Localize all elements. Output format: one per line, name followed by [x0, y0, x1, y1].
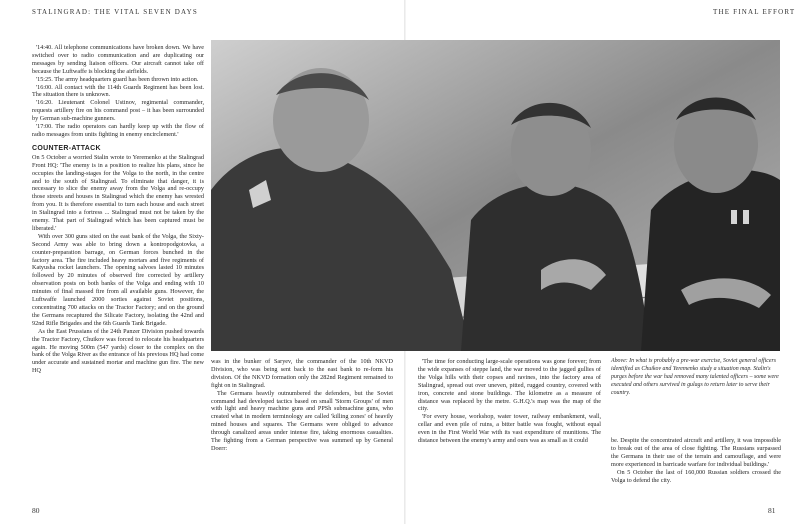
running-head-right: THE FINAL EFFORT — [713, 8, 796, 16]
body-paragraph: The Germans heavily outnumbered the defenders, but the Soviet command had developed tactics based on small 'Storm Groups' of men with light and heavy machine guns and PPSh submachine guns, who created what in modern terminology are called 'killing zones' of heavily mined houses and squares. The Germans were obliged to advance through canalized areas under intense fire, taking enormous casualties. The fighting from a German perspective was summed up by General Doerr: — [211, 389, 393, 452]
log-entry-1440: '14:40. All telephone communications have broken down. We have switched over to radio communication and are duplicating our messages by sending liaison officers. Our aircraft cannot take off because the Luftwaffe is blocking the airfields. — [32, 44, 204, 75]
body-paragraph: On 5 October the last of 160,000 Russian soldiers crossed the Volga to defend the city. — [611, 468, 781, 484]
page-number-left: 80 — [32, 506, 40, 515]
section-subhead: COUNTER-ATTACK — [32, 144, 101, 152]
doerr-quote-paragraph: 'For every house, workshop, water tower, railway embankment, wall, cellar and even pile of ruins, a bitter battle was fought, without equal even in the First World War with its vast expenditure of munitions. The distance between the enemy's army and ours was as small as it could — [418, 413, 601, 445]
log-entry-1700: '17:00. The radio operators can hardly keep up with the flow of radio messages from units fighting in enemy encirclement.' — [32, 123, 204, 138]
page-number-right: 81 — [768, 506, 776, 515]
log-entry-1525: '15:25. The army headquarters guard has been thrown into action. — [36, 75, 199, 83]
body-paragraph: With over 300 guns sited on the east bank of the Volga, the Sixty-Second Army was able to bring down a kontropodgotovka, a counter-preparation barrage, on German forces bunched in the factory area. The fire included heavy mortars and five regiments of Katyusha rocket launchers. The opening salvoes lasted 10 minutes followed by 20 minutes of observed fire corrected by artillery observation posts on both banks of the Volga and ending with 10 minutes of final massed fire from all available guns. However, the Luftwaffe launched 2000 sorties against Soviet positions, concentrating 700 attacks on the Tractor Factory; and on the ground the Germans recaptured the Silicate Factory, isolating the 42nd and 92nd Rifle Brigades and the 6th Guards Tank Brigade. — [32, 232, 204, 327]
photo-caption: Above: In what is probably a pre-war exercise, Soviet general officers identified as Chuikov and Yeremenko study a situation map. Stalin's purges before the war had removed many talented officers – some were executed and others survived in gulags to return later to serve their country. — [611, 358, 779, 396]
log-entry-1600: '16:00. All contact with the 114th Guards Regiment has been lost. The situation there is unknown. — [32, 83, 204, 99]
doerr-quote-paragraph: 'The time for conducting large-scale operations was gone forever; from the wide expanses of steppe land, the war moved to the jagged gullies of the Volga hills with their copses and ravines, into the factory area of Stalingrad, spread out over uneven, pitted, rugged country, covered with iron, concrete and stone buildings. The kilometre as a measure of distance was replaced by the metre. G.H.Q.'s map was the map of the city. — [418, 358, 601, 413]
body-paragraph: was in the bunker of Saryev, the commander of the 10th NKVD Division, who was being sent back to the east bank to re-form his division. Of the NKVD formation only the 282nd Regiment remained to fight on in Stalingrad. — [211, 358, 393, 389]
photo-illustration — [211, 40, 780, 351]
log-entry-1620: '16:20. Lieutenant Colonel Ustinov, regimental commander, requests artillery fire on his command post – it has been surrounded by German sub-machine gunners. — [32, 99, 204, 123]
body-paragraph: As the East Prussians of the 24th Panzer Division pushed towards the Tractor Factory, Chuikov was forced to relocate his headquarters again. He moving 500m (547 yards) closer to the complex on the bank of the Volga River as the entrance of his previous HQ had come under accurate and sustained mortar and machine gun fire. The new HQ — [32, 327, 204, 375]
right-text-column — [418, 358, 601, 445]
body-paragraph: be. Despite the concentrated aircraft and artillery, it was impossible to break out of the area of close fighting. The Russians surpassed the Germans in their use of the terrain and camouflage, and were more experienced in barricade warfare for individual buildings.' — [611, 437, 781, 468]
running-head-left: STALINGRAD: THE VITAL SEVEN DAYS — [32, 8, 199, 16]
middle-text-column — [211, 358, 393, 453]
left-text-column — [32, 44, 204, 375]
historical-photograph — [211, 40, 780, 351]
right-text-column-continued — [611, 437, 781, 484]
body-paragraph: On 5 October a worried Stalin wrote to Yeremenko at the Stalingrad Front HQ: 'The enemy is in a position to realize his plans, since he occupies the landing-stages for the Volga to the north, in the centre and to the south of Stalingrad. To eliminate that danger, it is necessary to slice the enemy away from the Volga and re-occupy those streets and houses in Stalingrad which the enemy has wrested from you. It is therefore essential to turn each house and each street in Stalingrad into a fortress ... Stalingrad must not be taken by the enemy. That part of Stalingrad which has been captured must be liberated.' — [32, 153, 204, 232]
